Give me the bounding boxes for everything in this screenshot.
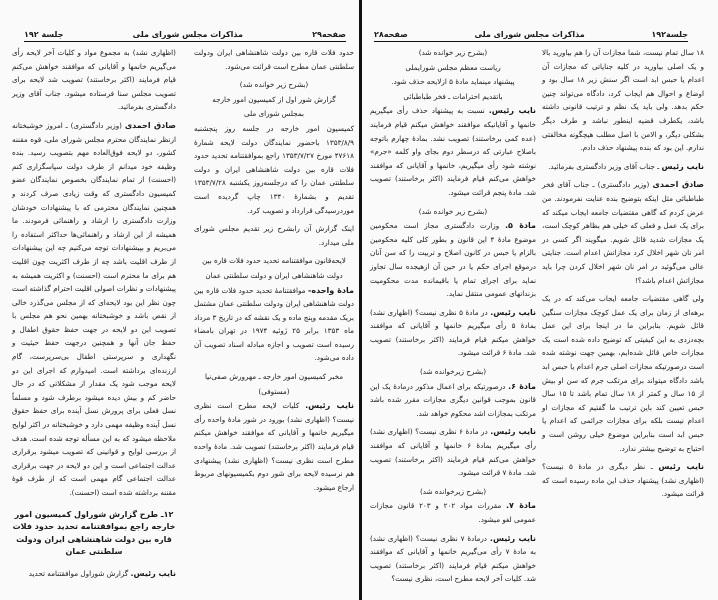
speech-text: ـ نظر دیگری در مادهٔ ۵ نیست؟ (اظهاری نشد) پیشنهاد حذف این ماده رسیده است که قرائت میشود. bbox=[542, 462, 704, 499]
body-paragraph: کمیسیون امور خارجه در جلسه روز پنجشنبه ۱۳۵۳/۸/۹ باحضور نمایندگان دولت لایحه شمارهٔ ۴۷۶۱۸ مورخ ۱۳۵۳/۷/۲۷ راجع بموافقتنامه تحدید حدود فلات قاره بین دولت شاهنشاهی ایران و دولت سلطنتی عمان را که درجلسه‌روز یکشنبه ۱۳۵۳/۷/۲۸ تقدیم و بشمارهٔ ۱۳۴۰ چاپ گردیده است موردرسیدگی قرارداد و تصویب کرد. bbox=[194, 123, 354, 215]
speaker-name: مادهٔ ۶. bbox=[508, 381, 536, 391]
centered-line: دولت شاهنشاهی ایران و دولت سلطنتی عمان bbox=[205, 270, 343, 280]
section-heading: ۱۲ـ طرح گزارش شوراول کمیسیون امور خارجه راجع بموافقتنامه تحدید حدود فلات قاره بین دولت شاهنشاهی ایران ودولت سلطنتی عمان bbox=[12, 509, 176, 557]
speaker-name: نایب رئیس. bbox=[490, 307, 536, 317]
centered-line: (بشرح زیر خوانده شد) bbox=[418, 206, 488, 216]
centered-line: (بشرح زیر خوانده شد) bbox=[239, 80, 309, 90]
speech-text: وزارت دادگستری مجاز است محکومین موضوع مادهٔ ۴ این قانون و بطور کلی کلیه محکومین بالزام یا حبس در کانون اصلاح و تربیت را که سن آنان درموقع اجرای حکم یا در حین آن ازهیجده سال تجاوز نماید برای اجرای تمام یا باقیمانده مدت محکومیت بزندانهای عمومی منتقل نماید. bbox=[370, 221, 536, 299]
body-paragraph: ولی گاهی مقتضیات جامعه ایجاب می‌کند که در یک برهه‌ای از زمان برای یک عمل کوچک مجازات سنگین قائل شویم. بنابراین ما در اینجا برای این عمل بچه‌دزدی به این کیفیتی که توضیح داده شده است یک مجازات خاص قائل شده‌ایم، بهمین جهت نوشته شده است درصورتیکه مجازات اصلی جرم اعدام یا حبس ابد باشد دادگاه میتواند برای مرتکب جرم که سن او بیش از ۱۵ سال و کمتر از ۱۸ سال تمام باشد تا ۱۵ سال حبس تعیین کند باین ترتیب ما گفتیم که مجازات او اعدام نیست بلکه برای مجازات جرائمی که اعدام یا حبس ابد است بنابراین موضوع خیلی روشن است و احتیاج به توضیح بیشتر ندارد. bbox=[542, 294, 704, 453]
running-title: مذاکرات مجلس شورای ملی bbox=[474, 30, 585, 39]
speech-paragraph bbox=[370, 306, 536, 360]
centered-line: (بشرح زیر خوانده شد) bbox=[418, 48, 488, 57]
speech-paragraph bbox=[370, 380, 536, 421]
speaker-name: صادق احمدی bbox=[124, 120, 176, 130]
session-number: جلسة ۱۹۲ bbox=[24, 30, 64, 39]
centered-line: مخبر کمیسیون امور خارجه ـ مهرورش صفی‌نیا bbox=[204, 372, 344, 382]
centered-line: گزارش شور اول از کمیسیون امور خارجه bbox=[212, 94, 336, 104]
speaker-name: نایب رئیس. bbox=[488, 106, 536, 116]
speech-paragraph bbox=[542, 178, 704, 287]
speech-paragraph bbox=[370, 499, 536, 526]
speech-text: (وزیر دادگستری) ـ امروز خوشبختانه ازنظر نمایندگان محترم مجلس شورای ملی، قوه مقننه کشور، دو لایحه فوق‌العاده مهم بتصویب رسید. بنده وظیفه خود میدانم از طرف دولت سپاسگزاری کنم (احسنت) از تمام نمایندگان بخصوص نمایندگان عضو کمیسیون دادگستری که وقت زیادی صرف کردند و همچنین نمایندگان محترمی که با پیشنهادات خودشان وزارت دادگستری را ارشاد و راهنمائی فرمودند. ما همیشه از این ارشاد و راهنمائی‌ها حداکثر استفاده را می‌بریم و بپیشنهادات توجه می‌کنیم چه این پیشنهادات از طرف اقلیت باشد چه از طرف اکثریت چون اقلیت هم برای ما محترم است (احسنت) و اکثریت همیشه به پیشنهادات و نظرات اصولی اقلیت احترام گذاشته است چون نظر این بود لایحه‌ای که از مجلس می‌گذرد خالی از نقص باشد و خوشبختانه بهمین نحو هم مجلس با تصویب این دو لایحه در جهت حفظ حقوق اطفال و حفظ جان آنها و همچنین درجهت حفظ حیثیت و نگهداری و سرپرستی اطفال بی‌سرپرست، گام ارزنده‌ای برداشته است. امیدوارم که اجرای این دو لایحه موجب شود یک مقدار از مشکلاتی که در حال حاضر کم و بیش دیده میشود برطرف شود و مسلماً نسل فعلی برای پرورش نسل آینده برای حفظ حقوق نسل آینده وظیفه مهمی دارد و خوشبختانه در اکثر لوایح ملاحظه میشود که به این مسأله توجه شده است. هدف از بررسی لوایح و قوانینی که تصویب میشود برقراری عدالت اجتماعی است و این دو لایحه در جهت برقراری عدالت اجتماعی گام مهمی است که از طرف قوهٔ مقننه برداشته شده است (احسنت). bbox=[12, 120, 176, 497]
speech-text: (وزیر دادگستری) ـ جناب آقای فخر طباطبائی مثل اینکه بتوضیح بنده عنایت نفرمودند. من عرض کردم که گاهی مقتضیات جامعه ایجاب میکند که برای یک عمل و فعلی که خیلی هم بظاهر کوچک است، یک مجازات شدید قائل شویم. میگویند اگر کسی در امر نان شهر اخلال کرد مجازاتش اعدام است. جنایتی عالی می‌گوئید در امر نان شهر اخلال کردن چرا باید مجازاتش اعدام باشد؟! bbox=[542, 180, 704, 285]
speech-paragraph bbox=[12, 567, 176, 581]
speaker-name: نایب رئیس bbox=[661, 161, 704, 171]
body-paragraph: اینک گزارش آن رابشرح زیر تقدیم مجلس شورای ملی میدارد. bbox=[194, 224, 354, 247]
body-paragraph: (اظهاری نشد) به مجموع مواد و کلیات آخر لایحه رأی می‌گیریم خانمها و آقایانی که موافقند خواهش می‌کنم قیام فرمایند (اکثر برخاستند) تصویب شد لایحه برای تصویب مجلس سنا فرستاده میشود. جناب آقای وزیر دادگستری بفرمائید. bbox=[12, 48, 176, 112]
right-page-column-left bbox=[370, 46, 536, 591]
speech-text: درمادهٔ ۷ نظری نیست؟ (اظهاری نشد) به مادهٔ ۷ رأی می‌گیریم خانمها و آقایانی که موافقند خواهش میکنم قیام فرمایند (اکثر برخاستند) تصویب شد. کلیات آخر لایحه مطرح است، نظری نیست؟ bbox=[370, 533, 536, 584]
speech-paragraph bbox=[194, 399, 354, 494]
speech-text: مقررات مواد ۲۰۲ و ۲۰۳ قانون مجازات عمومی لغو میشود. bbox=[370, 501, 536, 524]
body-paragraph: حدود فلات قاره بین دولت شاهنشاهی ایران ودولت سلطنتی عمان مطرح است قرائت می‌شود. bbox=[194, 48, 354, 71]
speaker-name: نایب رئیس. bbox=[490, 427, 536, 437]
speaker-name: صادق احمدی bbox=[652, 180, 704, 190]
speech-text: در مادهٔ ۶ نظری نیست؟ (اظهاری نشد) رأی میگیریم بمادهٔ ۶ خانمها و آقایانی که موافقند خواهش می‌کنم قیام فرمایند (اکثر برخاستند) تصویب شد. مادهٔ ۷ قرائت میشود. bbox=[370, 427, 537, 478]
speech-paragraph bbox=[370, 104, 536, 199]
right-page-header bbox=[374, 25, 688, 42]
speech-paragraph bbox=[12, 119, 176, 500]
speaker-name: نایب رئیس. bbox=[489, 533, 536, 543]
centered-line: پیشنهاد مینماید مادهٔ ۵ ازلایحه حذف شود. bbox=[391, 77, 515, 87]
right-page-column-right bbox=[542, 46, 704, 506]
speaker-name: مادهٔ ۷. bbox=[506, 501, 536, 511]
centered-line: باتقدیم احترامات ـ فخر طباطبائی bbox=[403, 91, 503, 101]
speech-text: نسبت به پیشنهاد حذف رأی میگیریم خانمها و آقایانیکه موافقند خواهش میکنم قیام فرمایند (عده کمی برخاستند) تصویب نشد. بمادهٔ چهارم باتوجه باصلاح عبارتی که درسطر دوم بجای واو کلمه «جرم» نوشته شود رأی میگیریم، خانمها و آقایانی که موافقند خواهش می‌کنم قیام فرمایند (اکثر برخاستند) تصویب شد. مادهٔ پنجم قرائت میشود. bbox=[370, 106, 536, 197]
speech-text: درصورتیکه برای اعمال مذکور درمادهٔ یک این قانون بموجب قوانین دیگری مجازات مقرر شده باشد مرتکب بمجازات اشد محکوم خواهد شد. bbox=[370, 381, 536, 418]
centered-line: ریاست معظم مجلس شورایملی bbox=[405, 62, 501, 72]
centered-line: (بشرح زیرخوانده شد) bbox=[419, 367, 487, 377]
centered-line: لایحه‌قانون موافقتنامه تحدید حدود فلات قاره بین bbox=[202, 256, 346, 266]
centered-line: (مستوفی) bbox=[258, 386, 290, 396]
left-page-column-right bbox=[194, 46, 354, 499]
centered-line: بمجلس شورای ملی bbox=[244, 109, 304, 119]
right-page bbox=[362, 0, 718, 600]
session-number: جلسة۱۹۲ bbox=[651, 30, 688, 39]
speech-text: گزارش شوراول موافقتنامه تحدید bbox=[28, 568, 131, 578]
speech-text: موافقتنامهٔ تحدید حدود فلات قاره بین دولت شاهنشاهی ایران ودولت سلطنتی عمان مشتمل بریک مقدمه وپنج ماده و یک نقشه که در تاریخ ۳ مرداد ماه ۱۳۵۳ برابر ۲۵ ژوئیه ۱۹۷۴ در تهران بامضاء رسیده است تصویب و اجازه مبادله اسناد تصویب آن داده می‌شود. bbox=[194, 285, 354, 363]
running-title: مذاکرات مجلس شورای ملی bbox=[132, 30, 243, 39]
speech-paragraph bbox=[194, 284, 354, 366]
page-number: صفحه۲۹ bbox=[312, 30, 346, 39]
speech-text: کلیات لایحه مطرح است نظری نیست؟ (اظهاری نشد) بورود در شور مادهٔ واحده رأی میگیریم خانمها و آقایانی که موافقند خواهش میکنم قیام فرمایند (اکثر برخاستند) تصویب شد. مادهٔ واحده مطرح است نظری نیست؟ (اظهاری نشد) پیشنهادی هم نرسیده لایحه برای شور دوم بکمیسیونهای مربوط ارجاع میشود. bbox=[194, 401, 354, 492]
body-paragraph: ۱۸ سال تمام نیست، شما مجازات آن را هم بیاورید بالا و یک اصلی بیاورید در کلیه جنایاتی که مجازات آن اعدام یا حبس ابد است اگر سنش زیر ۱۸ سال بود و اوضاع و احوال هم ایجاب کرد، دادگاه می‌تواند چنین حکم بدهد. ولی باید یک نظم و ترتیب قانونی داشته باشد، یکطرف قضیه اینطور نباشد و طرف دیگر بشکلی دیگر، و الامن با اصل مطلب هیچگونه مخالفتی ندارم. این بود که بنده پیشنهاد حذف دادم. bbox=[542, 48, 704, 153]
speaker-name: نایب رئیس. bbox=[305, 401, 354, 411]
speech-text: در مادهٔ ۵ نظری نیست؟ (اظهاری نشد) بمادهٔ ۵ رأی میگیریم خانمها و آقایانی که موافقند خواهش میکنم قیام فرمایند (اکثر برخاستند) تصویب شد. مادهٔ ۶ قرائت میشود. bbox=[370, 307, 536, 358]
speech-paragraph bbox=[542, 460, 704, 501]
speaker-name: نایب رئیس bbox=[658, 462, 704, 472]
left-page-column-left bbox=[12, 46, 176, 585]
speech-paragraph bbox=[542, 160, 704, 174]
page-number: صفحه۲۸ bbox=[374, 30, 408, 39]
left-page-header bbox=[24, 25, 346, 42]
centered-line: (بشرح زیرخوانده شد) bbox=[419, 486, 487, 496]
speaker-name: نایب رئیس. bbox=[130, 568, 176, 578]
speech-paragraph bbox=[370, 425, 536, 479]
speaker-name: مادهٔ ۵. bbox=[504, 221, 536, 231]
speech-paragraph bbox=[370, 532, 536, 586]
speaker-name: مادهٔ واحده- bbox=[308, 285, 354, 295]
speech-text: ـ جناب آقای وزیر دادگستری بفرمائید. bbox=[548, 161, 662, 171]
speech-paragraph bbox=[370, 219, 536, 301]
